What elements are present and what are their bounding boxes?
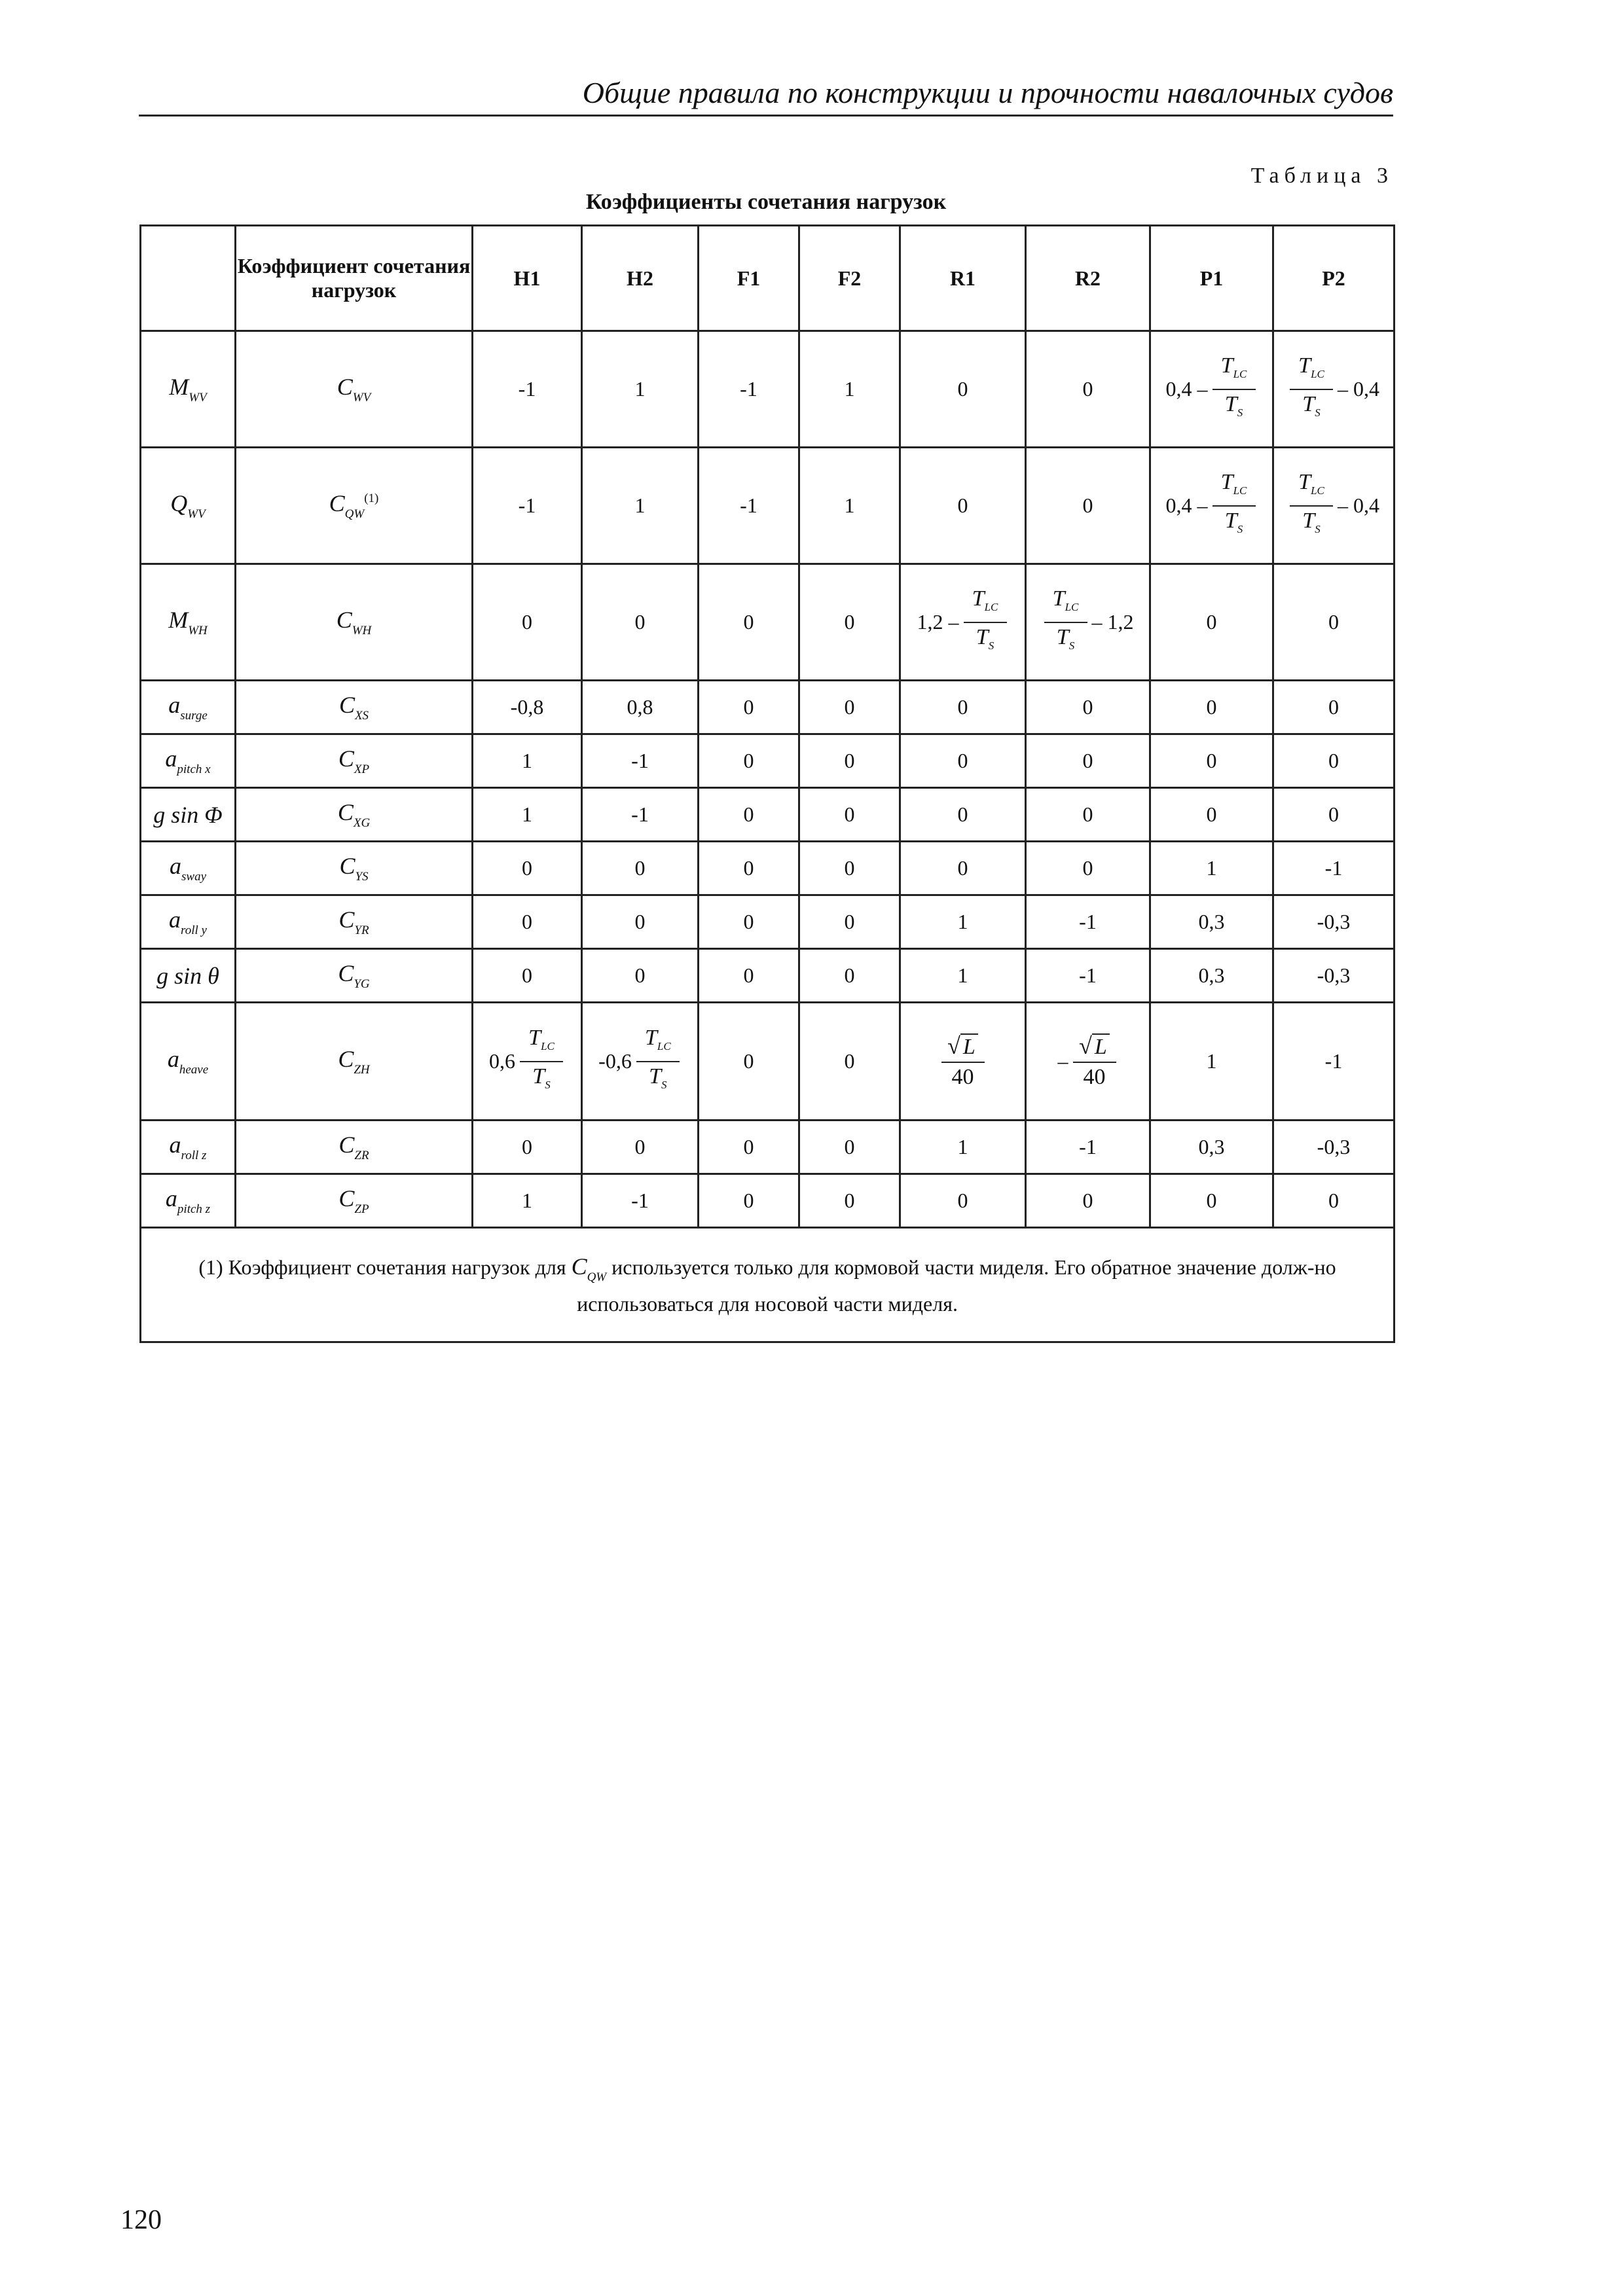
table-cell: 1 bbox=[473, 788, 582, 842]
table-cell: 0,3 bbox=[1150, 949, 1273, 1003]
running-title: Общие правила по конструкции и прочности навалочных судов bbox=[582, 76, 1393, 109]
table-cell: 0,3 bbox=[1150, 895, 1273, 949]
table-row bbox=[141, 1174, 1395, 1228]
formula-cell: $\frac{T_{LC}}{T_S}$ – 0,4 bbox=[1273, 448, 1395, 564]
table-cell: 0 bbox=[582, 895, 699, 949]
table-cell: 0 bbox=[1150, 564, 1273, 681]
header-cell: P1 bbox=[1150, 226, 1273, 331]
table-cell: 1 bbox=[900, 1121, 1026, 1174]
table-cell: 0 bbox=[799, 842, 900, 895]
table-cell: 1 bbox=[582, 331, 699, 448]
coefficient-cell bbox=[236, 1003, 473, 1121]
note-prefix: (1) Коэффициент сочетания нагрузок для bbox=[198, 1255, 572, 1279]
table-row bbox=[141, 788, 1395, 842]
load-symbol-cell bbox=[141, 842, 236, 895]
load-symbol-cell bbox=[141, 734, 236, 788]
header-cell bbox=[141, 226, 236, 331]
table-cell: -1 bbox=[699, 448, 799, 564]
load-symbol: $a_{roll y}$ bbox=[169, 906, 207, 937]
table-cell: 0 bbox=[582, 949, 699, 1003]
table-cell: 0 bbox=[1273, 564, 1395, 681]
table-row bbox=[141, 949, 1395, 1003]
table-cell: 0 bbox=[699, 788, 799, 842]
table-cell: 0 bbox=[1150, 681, 1273, 734]
table-cell: 0 bbox=[1026, 681, 1150, 734]
table-cell: -0,3 bbox=[1273, 1121, 1395, 1174]
table-cell: 0 bbox=[799, 1174, 900, 1228]
table-cell: 0 bbox=[473, 1121, 582, 1174]
table-cell: -1 bbox=[1273, 842, 1395, 895]
load-symbol-cell bbox=[141, 1003, 236, 1121]
coefficient-cell bbox=[236, 949, 473, 1003]
table-cell: 0 bbox=[799, 564, 900, 681]
table-cell: 0 bbox=[1273, 681, 1395, 734]
header-cell: F2 bbox=[799, 226, 900, 331]
table-cell: 0 bbox=[699, 895, 799, 949]
fraction-tlc-ts: $\frac{T_{LC}}{T_S}$ bbox=[1213, 351, 1256, 427]
coefficient-cell bbox=[236, 564, 473, 681]
coefficient-cell bbox=[236, 734, 473, 788]
table-cell: 0,8 bbox=[582, 681, 699, 734]
table-cell: -1 bbox=[473, 331, 582, 448]
table-cell: 0 bbox=[699, 1003, 799, 1121]
load-symbol-cell bbox=[141, 681, 236, 734]
table-cell: -1 bbox=[1026, 949, 1150, 1003]
table-cell: 0 bbox=[799, 734, 900, 788]
table-cell: 0 bbox=[1026, 448, 1150, 564]
table-cell: 1 bbox=[799, 331, 900, 448]
table-number: Таблица 3 bbox=[1250, 164, 1393, 188]
table-cell: 0 bbox=[473, 895, 582, 949]
load-symbol-cell bbox=[141, 1121, 236, 1174]
table-cell: -1 bbox=[699, 331, 799, 448]
coefficient-symbol: $C_{XP}$ bbox=[338, 745, 370, 776]
formula-cell: – $\frac{√ L}{40}$ bbox=[1026, 1003, 1150, 1121]
coefficient-cell bbox=[236, 331, 473, 448]
load-symbol-cell bbox=[141, 895, 236, 949]
header-cell: H2 bbox=[582, 226, 699, 331]
load-symbol: $a_{surge}$ bbox=[168, 692, 208, 723]
coefficient-symbol: $C_{YS}$ bbox=[339, 853, 369, 884]
table-cell: 0 bbox=[1150, 788, 1273, 842]
table-cell: 0 bbox=[1026, 1174, 1150, 1228]
fraction-tlc-ts: $\frac{T_{LC}}{T_S}$ bbox=[520, 1024, 563, 1100]
table-cell: 0 bbox=[799, 1003, 900, 1121]
table-cell: 0 bbox=[900, 734, 1026, 788]
load-symbol-cell bbox=[141, 564, 236, 681]
table-cell: 1 bbox=[473, 734, 582, 788]
table-cell: 0 bbox=[900, 448, 1026, 564]
fraction-tlc-ts: $\frac{T_{LC}}{T_S}$ bbox=[1290, 468, 1333, 544]
coefficient-symbol: $C_{XS}$ bbox=[338, 692, 369, 723]
load-symbol-cell bbox=[141, 331, 236, 448]
table-cell: 0 bbox=[900, 842, 1026, 895]
table-cell: 0 bbox=[699, 681, 799, 734]
coefficient-symbol: $C_{YR}$ bbox=[338, 906, 369, 937]
table-cell: -1 bbox=[582, 734, 699, 788]
table-cell: -0,8 bbox=[473, 681, 582, 734]
table-cell: 0 bbox=[1026, 842, 1150, 895]
table-cell: 0 bbox=[699, 949, 799, 1003]
table-cell: -0,3 bbox=[1273, 895, 1395, 949]
header-cell: R1 bbox=[900, 226, 1026, 331]
coefficient-cell bbox=[236, 448, 473, 564]
table-cell: 0 bbox=[699, 842, 799, 895]
page-number: 120 bbox=[120, 2205, 162, 2235]
load-symbol: $a_{roll z}$ bbox=[169, 1132, 207, 1162]
table-row bbox=[141, 1003, 1395, 1121]
load-combination-table bbox=[139, 224, 1395, 1343]
table-cell: 1 bbox=[582, 448, 699, 564]
table-cell: 0 bbox=[582, 842, 699, 895]
table-cell: 0 bbox=[1273, 788, 1395, 842]
header-cell: Коэффициент сочетания нагрузок bbox=[236, 226, 473, 331]
coefficient-cell bbox=[236, 681, 473, 734]
formula-cell: 0,4 – $\frac{T_{LC}}{T_S}$ bbox=[1150, 331, 1273, 448]
coefficient-cell bbox=[236, 1174, 473, 1228]
running-header bbox=[139, 73, 1393, 117]
header-cell: H1 bbox=[473, 226, 582, 331]
header-cell: P2 bbox=[1273, 226, 1395, 331]
table-cell: 0 bbox=[799, 895, 900, 949]
fraction-tlc-ts: $\frac{T_{LC}}{T_S}$ bbox=[1044, 584, 1087, 660]
fraction-tlc-ts: $\frac{T_{LC}}{T_S}$ bbox=[636, 1024, 680, 1100]
table-row bbox=[141, 331, 1395, 448]
formula-cell bbox=[900, 1003, 1026, 1121]
table-cell: 0 bbox=[699, 1174, 799, 1228]
header-row bbox=[141, 226, 1395, 331]
coefficient-symbol: $C_{YG}$ bbox=[338, 960, 370, 991]
table-cell: 0 bbox=[1026, 331, 1150, 448]
table-row bbox=[141, 681, 1395, 734]
table-cell: 0 bbox=[1026, 788, 1150, 842]
table-row bbox=[141, 564, 1395, 681]
coefficient-symbol: $C_{XG}$ bbox=[337, 799, 371, 830]
table-cell: 0 bbox=[1273, 734, 1395, 788]
coefficient-cell bbox=[236, 842, 473, 895]
coefficient-symbol: $C_{WH}$ bbox=[336, 607, 372, 637]
table-cell: 0 bbox=[799, 1121, 900, 1174]
note-symbol: $C_{QW}$ bbox=[571, 1253, 607, 1284]
coefficient-cell bbox=[236, 895, 473, 949]
table-cell: 0 bbox=[699, 1121, 799, 1174]
formula-cell: 0,4 – $\frac{T_{LC}}{T_S}$ bbox=[1150, 448, 1273, 564]
note-row bbox=[141, 1228, 1395, 1342]
table-cell: -1 bbox=[473, 448, 582, 564]
table-row bbox=[141, 448, 1395, 564]
load-symbol: $M_{WV}$ bbox=[169, 374, 207, 404]
load-symbol: $a_{heave}$ bbox=[167, 1046, 209, 1077]
formula-cell: $\frac{T_{LC}}{T_S}$ – 1,2 bbox=[1026, 564, 1150, 681]
coefficient-symbol: $C_{ZR}$ bbox=[338, 1132, 369, 1162]
table-cell: 0 bbox=[799, 681, 900, 734]
table-cell: 1 bbox=[1150, 842, 1273, 895]
load-symbol-cell bbox=[141, 788, 236, 842]
formula-cell: -0,6 $\frac{T_{LC}}{T_S}$ bbox=[582, 1003, 699, 1121]
table-footnote bbox=[141, 1228, 1395, 1342]
table-cell: 0 bbox=[699, 734, 799, 788]
table-cell: -1 bbox=[1273, 1003, 1395, 1121]
table-cell: 0 bbox=[799, 788, 900, 842]
table-cell: 0 bbox=[1150, 734, 1273, 788]
table-cell: 1 bbox=[473, 1174, 582, 1228]
fraction-tlc-ts: $\frac{T_{LC}}{T_S}$ bbox=[1290, 351, 1333, 427]
table-body bbox=[141, 331, 1395, 1228]
load-symbol-cell bbox=[141, 1174, 236, 1228]
table-cell: 0 bbox=[900, 331, 1026, 448]
header-cell: R2 bbox=[1026, 226, 1150, 331]
coefficient-symbol: $C_{WV}$ bbox=[337, 374, 371, 404]
table-cell: 1 bbox=[900, 949, 1026, 1003]
load-symbol: $a_{pitch z}$ bbox=[165, 1185, 211, 1216]
table-cell: 0 bbox=[473, 949, 582, 1003]
load-symbol: $Q_{WV}$ bbox=[170, 490, 206, 521]
table-cell: 0 bbox=[1150, 1174, 1273, 1228]
table-cell: 1 bbox=[900, 895, 1026, 949]
fraction-sqrt-l-40: $\frac{√ L}{40}$ bbox=[941, 1031, 985, 1092]
load-symbol-cell bbox=[141, 448, 236, 564]
load-symbol-cell bbox=[141, 949, 236, 1003]
table-cell: 0 bbox=[582, 564, 699, 681]
load-symbol: $a_{pitch x}$ bbox=[165, 745, 211, 776]
coefficient-symbol: $C_{QW}^{(1)}$ bbox=[329, 490, 379, 521]
table-cell: 0 bbox=[473, 842, 582, 895]
table-cell: 0 bbox=[900, 788, 1026, 842]
formula-cell: 1,2 – $\frac{T_{LC}}{T_S}$ bbox=[900, 564, 1026, 681]
table-cell: 1 bbox=[1150, 1003, 1273, 1121]
table-cell: -1 bbox=[1026, 1121, 1150, 1174]
table-cell: -0,3 bbox=[1273, 949, 1395, 1003]
table-cell: 0 bbox=[473, 564, 582, 681]
coefficient-cell bbox=[236, 1121, 473, 1174]
load-symbol: $M_{WH}$ bbox=[168, 607, 208, 637]
table-cell: 0,3 bbox=[1150, 1121, 1273, 1174]
fraction-tlc-ts: $\frac{T_{LC}}{T_S}$ bbox=[1213, 468, 1256, 544]
fraction-sqrt-l-40: $\frac{√ L}{40}$ bbox=[1073, 1031, 1116, 1092]
table-row bbox=[141, 1121, 1395, 1174]
header-rule bbox=[139, 115, 1393, 117]
table-cell: -1 bbox=[1026, 895, 1150, 949]
table-cell: 0 bbox=[900, 1174, 1026, 1228]
note-suffix: используется только для кормовой части миделя. Его обратное значение долж-но использоваться для носовой части миделя. bbox=[577, 1255, 1336, 1316]
table-cell: 0 bbox=[582, 1121, 699, 1174]
load-symbol: $a_{sway}$ bbox=[170, 853, 206, 884]
table-cell: 0 bbox=[1026, 734, 1150, 788]
formula-cell: $\frac{T_{LC}}{T_S}$ – 0,4 bbox=[1273, 331, 1395, 448]
header-cell: F1 bbox=[699, 226, 799, 331]
coefficient-symbol: $C_{ZH}$ bbox=[338, 1046, 370, 1077]
table-cell: 0 bbox=[699, 564, 799, 681]
coefficient-cell bbox=[236, 788, 473, 842]
table-cell: 0 bbox=[799, 949, 900, 1003]
formula-cell: 0,6 $\frac{T_{LC}}{T_S}$ bbox=[473, 1003, 582, 1121]
table-cell: -1 bbox=[582, 1174, 699, 1228]
table-row bbox=[141, 734, 1395, 788]
table-cell: 0 bbox=[1273, 1174, 1395, 1228]
table-cell: 0 bbox=[900, 681, 1026, 734]
fraction-tlc-ts: $\frac{T_{LC}}{T_S}$ bbox=[964, 584, 1007, 660]
coefficient-symbol: $C_{ZP}$ bbox=[338, 1185, 369, 1216]
table-row bbox=[141, 895, 1395, 949]
table-cell: -1 bbox=[582, 788, 699, 842]
table-title: Коэффициенты сочетания нагрузок bbox=[585, 190, 947, 214]
load-symbol: g sin Φ bbox=[153, 801, 223, 828]
table-row bbox=[141, 842, 1395, 895]
load-symbol: g sin θ bbox=[156, 962, 219, 989]
table-cell: 1 bbox=[799, 448, 900, 564]
